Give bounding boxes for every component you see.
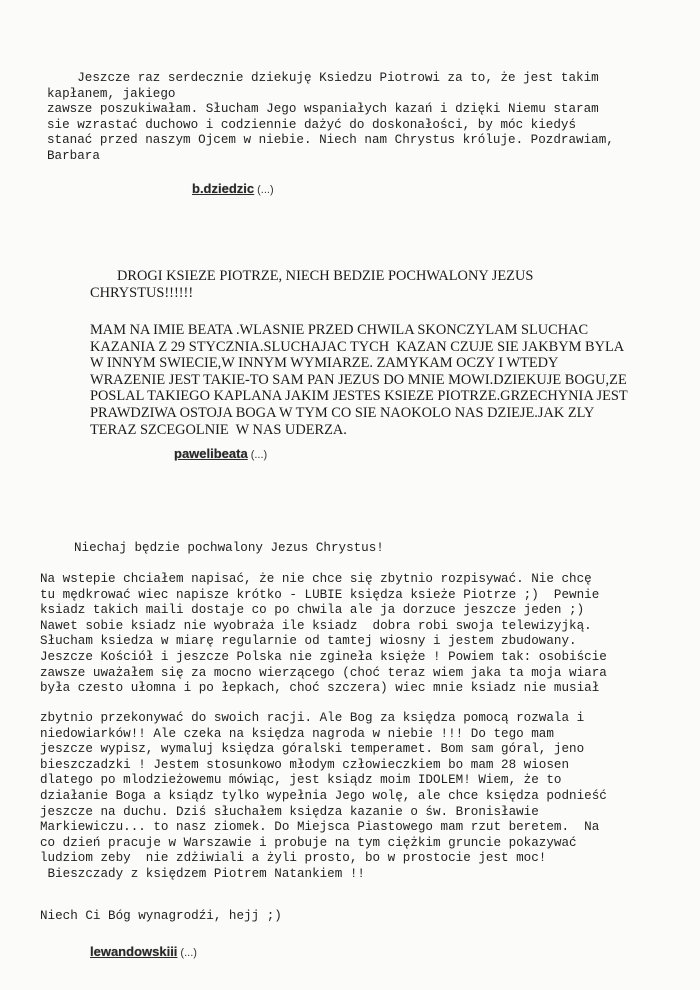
letter3-line: ludziom zeby nie zdżiwiali a żyli prosto, bo w prostocie jest moc!	[40, 851, 547, 866]
letter3-line: zawsze uważałem się za mocno wierzącego (choć teraz wiem jaka ta moja wiara	[40, 665, 607, 680]
letter3-line: jeszcze na duchu. Dziś słuchałem księdza kazanie o św. Bronisławie	[40, 804, 539, 819]
letter2-line: KAZANIA Z 29 STYCZNIA.SLUCHAJAC TYCH KAZAN CZUJE SIE JAKBYM BYLA	[90, 338, 625, 355]
letter3-signature	[90, 944, 197, 959]
letter2-greeting-line: CHRYSTUS!!!!!!	[90, 284, 194, 301]
letter2-greeting	[90, 268, 534, 301]
more-link[interactable]: (...)	[257, 184, 274, 196]
letter2-body	[90, 322, 628, 438]
letter3-line: zbytnio przekonywać do swoich racji. Ale Bog za księdza pomocą rozwala i	[40, 711, 585, 725]
letter3-line: Jeszcze Kościół i jeszcze Polska nie zgineła księże ! Powiem tak: osobiście	[40, 649, 607, 664]
letter2-line: WRAZENIE JEST TAKIE-TO SAM PAN JEZUS DO MNIE MOWI.DZIEKUJE BOGU,ZE	[90, 371, 627, 388]
letter1-line: Jeszcze raz serdecznie dziekuję Ksiedzu Piotrowi za to, że jest takim	[47, 71, 599, 85]
letter3-closing: Niech Ci Bóg wynagrodźi, hejj ;)	[40, 909, 282, 923]
letter1-body	[47, 71, 614, 165]
letter1-line: kapłanem, jakiego	[47, 86, 176, 101]
letter3-line: była czesto ułomna i po łepkach, choć szczera) wiec mnie ksiadz nie musiał	[40, 681, 600, 696]
letter3-line: jeszcze wypisz, wymaluj księdza góralski temperamet. Bom sam góral, jeno	[40, 742, 585, 757]
letter1-line: Barbara	[47, 148, 100, 163]
author-link[interactable]: lewandowskiii	[90, 944, 178, 959]
letter1-line: stanać przed naszym Ojcem w niebie. Niech nam Chrystus króluje. Pozdrawiam,	[47, 133, 614, 148]
letter3-line: bieszczadzki ! Jestem stosunkowo młodym człowieczkiem bo mam 28 wiosen	[40, 757, 570, 772]
letter2-line: W INNYM SWIECIE,W INNYM WYMIARZE. ZAMYKAM OCZY I WTEDY	[90, 355, 559, 372]
more-link[interactable]: (...)	[180, 947, 197, 959]
letter3-line: co dzień pracuje w Warszawie i probuje na tym ciężkim gruncie pokazywać	[40, 835, 577, 850]
letter1-line: zawsze poszukiwałam. Słucham Jego wspaniałych kazań i dzięki Niemu staram	[47, 102, 599, 117]
letter3-block1	[40, 572, 607, 697]
letter3-line: Nawet sobie ksiadz nie wyobraża ile ksiadz dobra robi swoja telewizyjką.	[40, 618, 592, 633]
letter1-signature	[192, 181, 274, 196]
letter3-line: tu mędkrować wiec napisze krótko - LUBIE księdza ksieże Piotrze ;) Pewnie	[40, 587, 600, 602]
more-link[interactable]: (...)	[250, 449, 268, 461]
author-link[interactable]: b.dziedzic	[192, 181, 255, 196]
letter3-block2	[40, 711, 607, 883]
letter3-line: działanie Boga a ksiądz tylko wypełnia Jego wolę, ale chce księdza podnieść	[40, 788, 607, 803]
letter3-line: Na wstepie chciałem napisać, że nie chce się zbytnio rozpisywać. Nie chcę	[40, 572, 592, 586]
letter2-line: POSLAL TAKIEGO KAPLANA JAKIM JESTES KSIEZE PIOTRZE.GRZECHYNIA JEST	[90, 388, 628, 405]
letter2-line: MAM NA IMIE BEATA .WLASNIE PRZED CHWILA SKONCZYLAM SLUCHAC	[90, 322, 589, 338]
letter2-line: PRAWDZIWA OSTOJA BOGA W TYM CO SIE NAOKOLO NAS DZIEJE.JAK ZLY	[90, 404, 595, 421]
letter2-line: TERAZ SZCEGOLNIE W NAS UDERZA.	[90, 421, 347, 438]
letter3-line: Słucham ksiedza w miarę regularnie od tamtej wiosny i jestem zbudowany.	[40, 634, 577, 649]
letter3-line: Markiewiczu... to nasz ziomek. Do Miejsca Piastowego mam rzut beretem. Na	[40, 820, 600, 835]
letter3-line: Bieszczady z księdzem Piotrem Natankiem !!	[40, 866, 365, 881]
letter2-signature	[174, 446, 267, 461]
letter3-greeting: Niechaj będzie pochwalony Jezus Chrystus!	[74, 541, 384, 555]
letter3-line: ksiadz takich maili dostaje co po chwila ale ja dorzuce jeszcze jeden ;)	[40, 603, 585, 618]
letter1-line: sie wzrastać duchowo i codziennie dażyć do doskonałości, by móc kiedyś	[47, 117, 577, 132]
author-link[interactable]: pawelibeata	[174, 446, 248, 461]
letter2-greeting-line: DROGI KSIEZE PIOTRZE, NIECH BEDZIE POCHWALONY JEZUS	[117, 268, 534, 284]
letter3-line: niedowiarków!! Ale czeka na księdza nagroda w niebie !!! Do tego mam	[40, 726, 554, 741]
letter3-line: dlatego po mlodzieżowemu mówiąc, jest ksiądz moim IDOLEM! Wiem, że to	[40, 773, 562, 788]
